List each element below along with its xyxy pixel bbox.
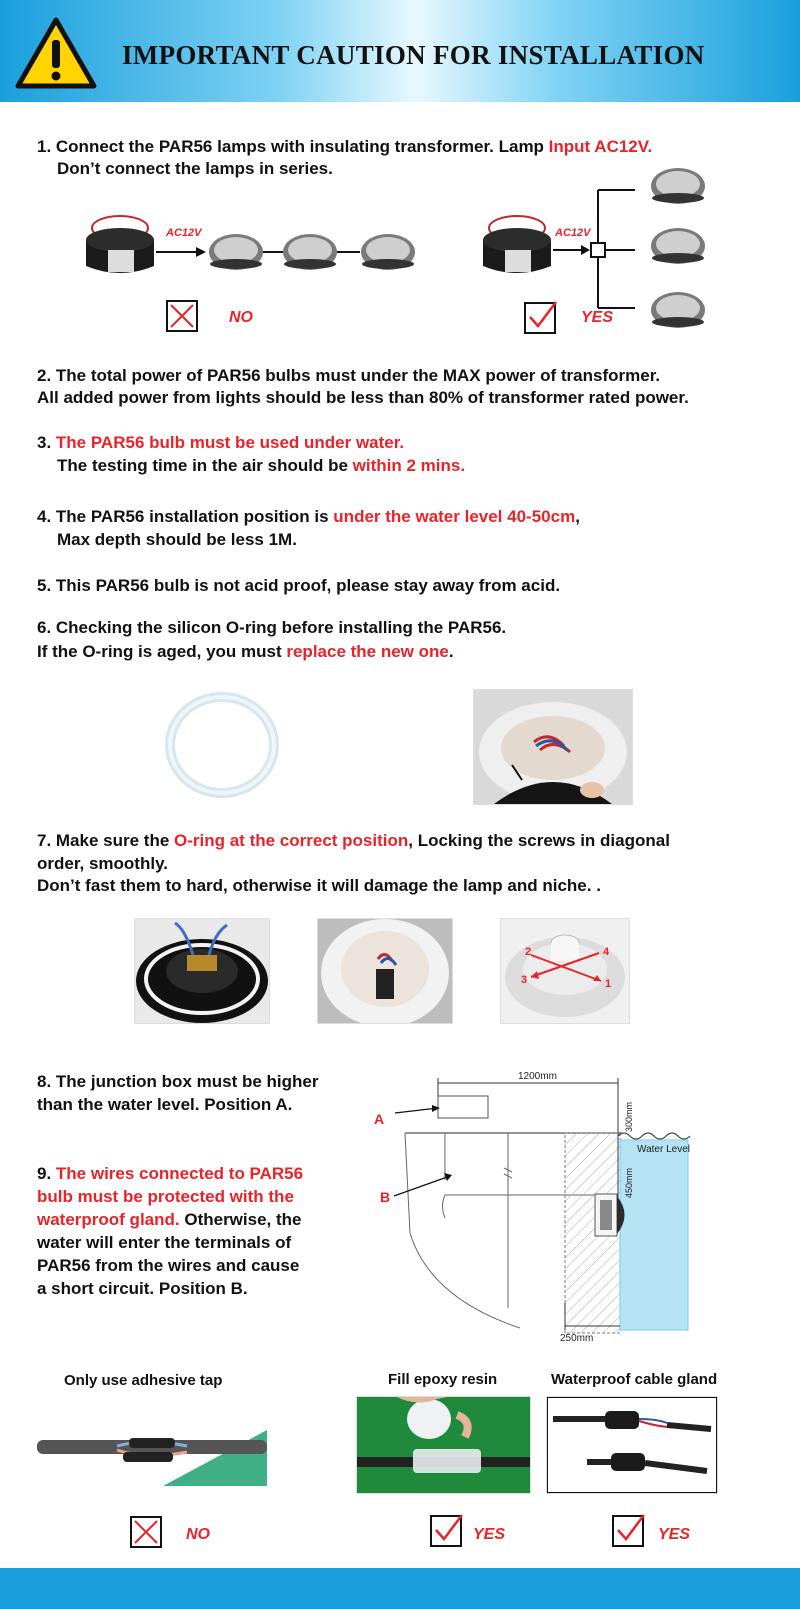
- section-4-line-2: Max depth should be less 1M.: [57, 530, 297, 549]
- no-label: NO: [229, 309, 253, 326]
- transformer-icon: [483, 216, 551, 273]
- adhesive-title: Only use adhesive tap: [64, 1372, 223, 1389]
- check-mark-icon: [612, 1513, 646, 1547]
- series-wiring-diagram: [78, 206, 423, 281]
- svg-text:AC12V: AC12V: [555, 227, 591, 239]
- bottom-yes-label-2: YES: [658, 1526, 691, 1543]
- svg-text:AC12V: AC12V: [166, 227, 202, 239]
- section-9-line-2: bulb must be protected with the: [37, 1187, 294, 1206]
- section-7-line-2: order, smoothly.: [37, 854, 168, 873]
- section-3-line-1: 3. The PAR56 bulb must be used under water.: [37, 433, 405, 452]
- label-b: B: [380, 1189, 391, 1205]
- svg-text:450mm: 450mm: [624, 1167, 634, 1198]
- check-mark-icon: [430, 1513, 464, 1547]
- niche-wiring-photo: [473, 689, 633, 805]
- cross-mark-icon: [166, 300, 198, 332]
- section-6-line-1: 6. Checking the silicon O-ring before installing the PAR56.: [37, 618, 507, 637]
- adhesive-tape-photo: [37, 1410, 267, 1486]
- section-4-line-1: 4. The PAR56 installation position is under the water level 40-50cm,: [37, 507, 580, 526]
- section-7-line-1: 7. Make sure the O-ring at the correct position, Locking the screws in diagonal: [37, 831, 670, 850]
- o-ring-photo: [162, 690, 282, 800]
- section-9-line-6: a short circuit. Position B.: [37, 1279, 248, 1298]
- dim-top-label: 1200mm: [518, 1071, 557, 1082]
- section-8-line-2: than the water level. Position A.: [37, 1095, 293, 1114]
- epoxy-title: Fill epoxy resin: [388, 1371, 498, 1388]
- dim-bottom-label: 250mm: [560, 1333, 594, 1344]
- section-5-line-1: 5. This PAR56 bulb is not acid proof, please stay away from acid.: [37, 576, 561, 595]
- yes-label: YES: [581, 309, 614, 326]
- niche-cable-photo: [317, 918, 453, 1024]
- svg-text:3: 3: [521, 974, 528, 986]
- screw-order-photo: [500, 918, 630, 1024]
- bottom-yes-label-1: YES: [473, 1526, 506, 1543]
- section-9-line-3: waterproof gland. Otherwise, the: [37, 1210, 302, 1229]
- page-title: IMPORTANT CAUTION FOR INSTALLATION: [122, 40, 705, 70]
- lamp-icon: [283, 234, 337, 270]
- section-1-line-1: 1. Connect the PAR56 lamps with insulating transformer. Lamp Input AC12V.: [37, 137, 653, 156]
- cable-gland-photo: [546, 1396, 718, 1494]
- section-2-line-1: 2. The total power of PAR56 bulbs must under the MAX power of transformer.: [37, 366, 661, 385]
- lamp-icon: [651, 168, 705, 204]
- cross-mark-icon: [130, 1516, 162, 1548]
- gland-title: Waterproof cable gland: [551, 1371, 718, 1388]
- section-3-line-2: The testing time in the air should be within 2 mins.: [57, 456, 466, 475]
- svg-text:4: 4: [603, 946, 610, 958]
- svg-text:1: 1: [605, 978, 612, 990]
- section-1-line-2: Don’t connect the lamps in series.: [57, 159, 333, 178]
- svg-text:2: 2: [525, 946, 532, 958]
- installation-diagram: [370, 1068, 715, 1348]
- lamp-o-ring-photo: [134, 918, 270, 1024]
- lamp-icon: [651, 292, 705, 328]
- section-6-line-2: If the O-ring is aged, you must replace the new one.: [37, 642, 454, 661]
- bottom-no-label: NO: [186, 1526, 210, 1543]
- section-9-line-1: 9. The wires connected to PAR56: [37, 1164, 304, 1183]
- section-8-line-1: 8. The junction box must be higher: [37, 1072, 319, 1091]
- lamp-icon: [361, 234, 415, 270]
- check-mark-icon: [524, 300, 558, 334]
- svg-text:300mm: 300mm: [624, 1101, 634, 1132]
- epoxy-resin-photo: [356, 1396, 531, 1494]
- footer-bar: [0, 1568, 800, 1609]
- water-level-label: Water Level: [637, 1144, 690, 1155]
- label-a: A: [374, 1111, 385, 1127]
- section-9-line-4: water will enter the terminals of: [37, 1233, 292, 1252]
- section-7-line-3: Don’t fast them to hard, otherwise it will damage the lamp and niche. .: [37, 876, 601, 895]
- lamp-icon: [209, 234, 263, 270]
- lamp-icon: [651, 228, 705, 264]
- transformer-icon: [86, 216, 154, 273]
- warning-icon: [14, 16, 98, 90]
- section-2-line-2: All added power from lights should be less than 80% of transformer rated power.: [37, 388, 689, 407]
- section-9-line-5: PAR56 from the wires and cause: [37, 1256, 300, 1275]
